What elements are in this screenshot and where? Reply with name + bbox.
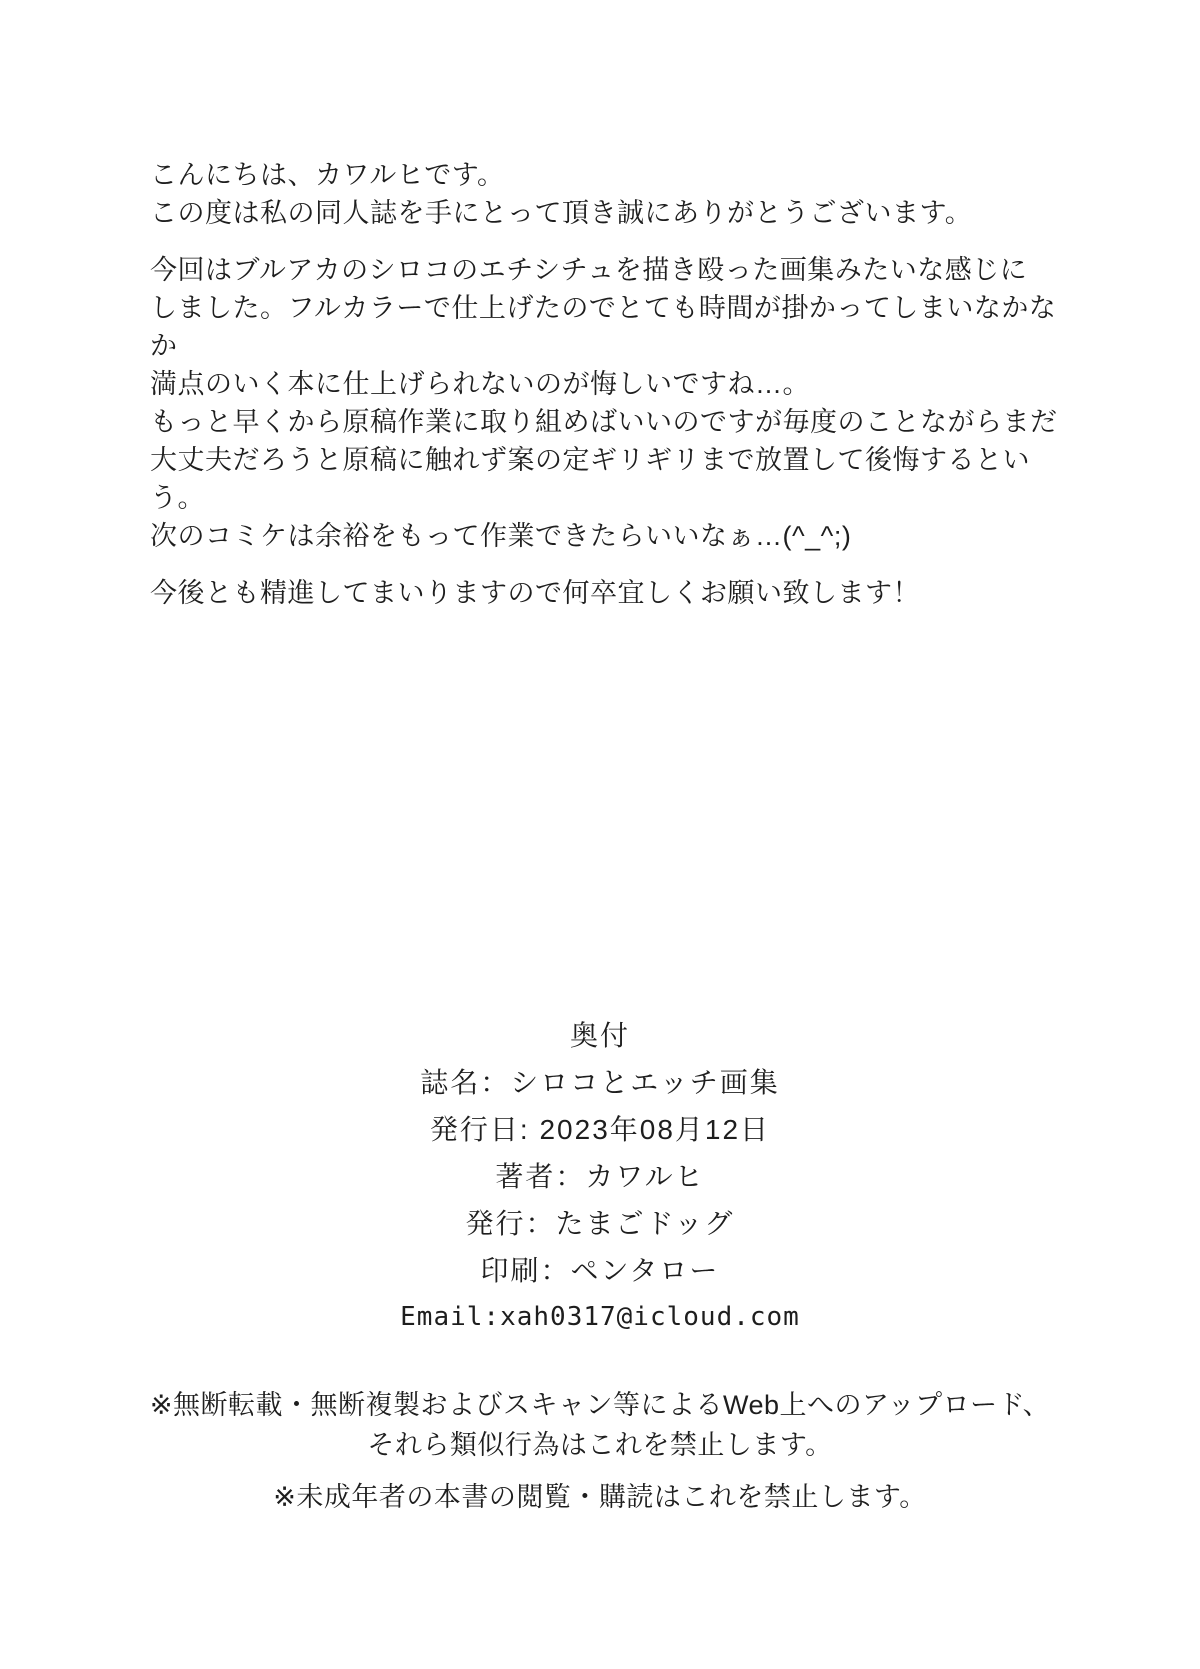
- afterword-blank-line: [150, 232, 1070, 251]
- disclaimer-line: ※未成年者の本書の閲覧・購読はこれを禁止します。: [273, 1482, 927, 1512]
- colophon-publisher: 発行：たまごドッグ: [465, 1208, 735, 1239]
- afterword-blank-line: [150, 555, 1070, 574]
- colophon-publish-date: 発行日: 2023年08月12日: [429, 1114, 771, 1145]
- colophon-heading: 奥付: [569, 1020, 630, 1051]
- colophon-section: [0, 1012, 1200, 1341]
- colophon-email: Email:xah0317@icloud.com: [400, 1302, 800, 1332]
- colophon-printer: 印刷：ペンタロー: [480, 1255, 720, 1286]
- colophon-title: 誌名：シロコとエッチ画集: [420, 1067, 780, 1098]
- disclaimer-line: それら類似行為はこれを禁止します。: [367, 1430, 833, 1460]
- afterword-line: 大丈夫だろうと原稿に触れず案の定ギリギリまで放置して後悔するという。: [150, 445, 1030, 513]
- disclaimer-no-reproduction: [0, 1385, 1200, 1465]
- afterword-line: もっと早くから原稿作業に取り組めばいいのですが毎度のことながらまだ: [150, 407, 1058, 437]
- afterword-text: [150, 156, 1070, 612]
- colophon-author: 著者：カワルヒ: [495, 1161, 705, 1192]
- afterword-line: こんにちは、カワルヒです。: [150, 160, 505, 190]
- afterword-line: 次のコミケは余裕をもって作業できたらいいなぁ…(^_^;): [150, 521, 852, 551]
- afterword-line: 満点のいく本に仕上げられないのが悔しいですね…。: [150, 369, 810, 399]
- disclaimer-age-restriction: [0, 1477, 1200, 1517]
- afterword-line: この度は私の同人誌を手にとって頂き誠にありがとうございます。: [150, 198, 973, 228]
- disclaimer-line: ※無断転載・無断複製およびスキャン等によるWeb上へのアップロード、: [149, 1390, 1051, 1420]
- afterword-line: 今回はブルアカのシロコのエチシチュを描き殴った画集みたいな感じに: [150, 255, 1028, 285]
- afterword-line: しました。フルカラーで仕上げたのでとても時間が掛かってしまいなかなか: [150, 293, 1057, 361]
- afterword-line: 今後とも精進してまいりますので何卒宜しくお願い致します！: [150, 578, 920, 608]
- disclaimer-section: [0, 1385, 1200, 1517]
